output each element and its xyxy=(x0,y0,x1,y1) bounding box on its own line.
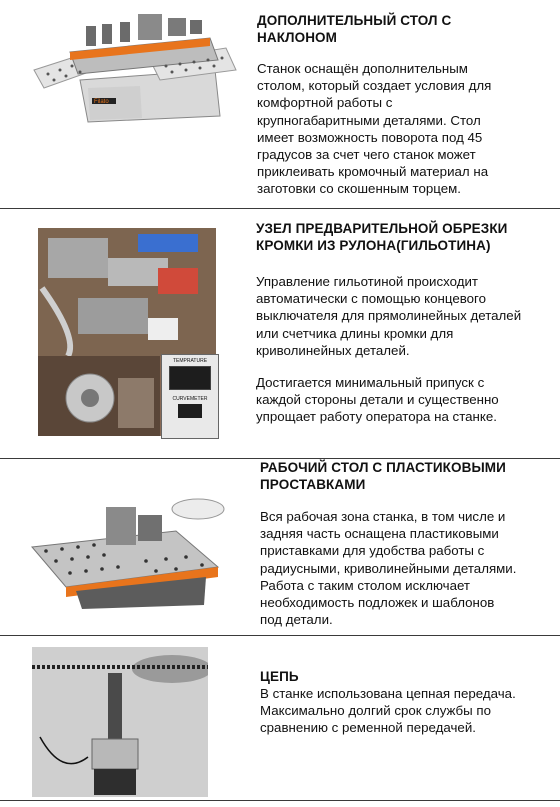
machine-with-tilting-table-photo xyxy=(30,8,240,126)
section-work-table xyxy=(0,459,560,635)
section-title: ЦЕПЬ xyxy=(260,669,299,684)
section-tilting-table xyxy=(0,0,560,208)
curvemeter-label: CURVEMETER xyxy=(172,396,208,402)
section-text: В станке использована цепная передача. Максимально долгий срок службы по сравнению с ременной передачей. xyxy=(260,686,516,736)
control-panel xyxy=(161,354,219,439)
temperature-label: TEMPRATURE xyxy=(172,358,208,364)
section-title: УЗЕЛ ПРЕДВАРИТЕЛЬНОЙ ОБРЕЗКИ КРОМКИ ИЗ РУЛОНА(ГИЛЬОТИНА) xyxy=(256,221,508,253)
section-chain xyxy=(0,636,560,800)
section-text: Вся рабочая зона станка, в том числе и задняя часть оснащена пластиковыми приставками для удобства работы с радиусными, криволинейными деталями. Работа с таким столом исключает необходимость подложек и шаблонов под детали. xyxy=(260,509,517,628)
section-text: Управление гильотиной происходит автоматически с помощью концевого выключателя для прямолинейных деталей или счетчика длины кромки для криволинейных деталей. xyxy=(256,274,522,358)
chain-drive-photo xyxy=(32,647,208,797)
section-divider xyxy=(0,800,560,801)
section-text: Станок оснащён дополнительным столом, который создает условия для комфортной работы с крупногабаритными деталями. Стол имеет возможность поворота под 45 градусов за счет чего станок может приклеивать кромочный материал на заготовки со скошенным торцем. xyxy=(257,61,492,197)
brand-logo: Filato xyxy=(94,99,109,105)
section-title: ДОПОЛНИТЕЛЬНЫЙ СТОЛ С НАКЛОНОМ xyxy=(257,13,452,45)
section-title: РАБОЧИЙ СТОЛ С ПЛАСТИКОВЫМИ ПРОСТАВКАМИ xyxy=(260,460,506,492)
temperature-display xyxy=(169,366,211,390)
section-text-secondary: Достигается минимальный припуск с каждой стороны детали и существенно упрощает работу оператора на станке. xyxy=(256,375,499,425)
section-guillotine xyxy=(0,209,560,458)
curvemeter-display xyxy=(178,404,202,418)
work-table-photo xyxy=(26,487,226,612)
